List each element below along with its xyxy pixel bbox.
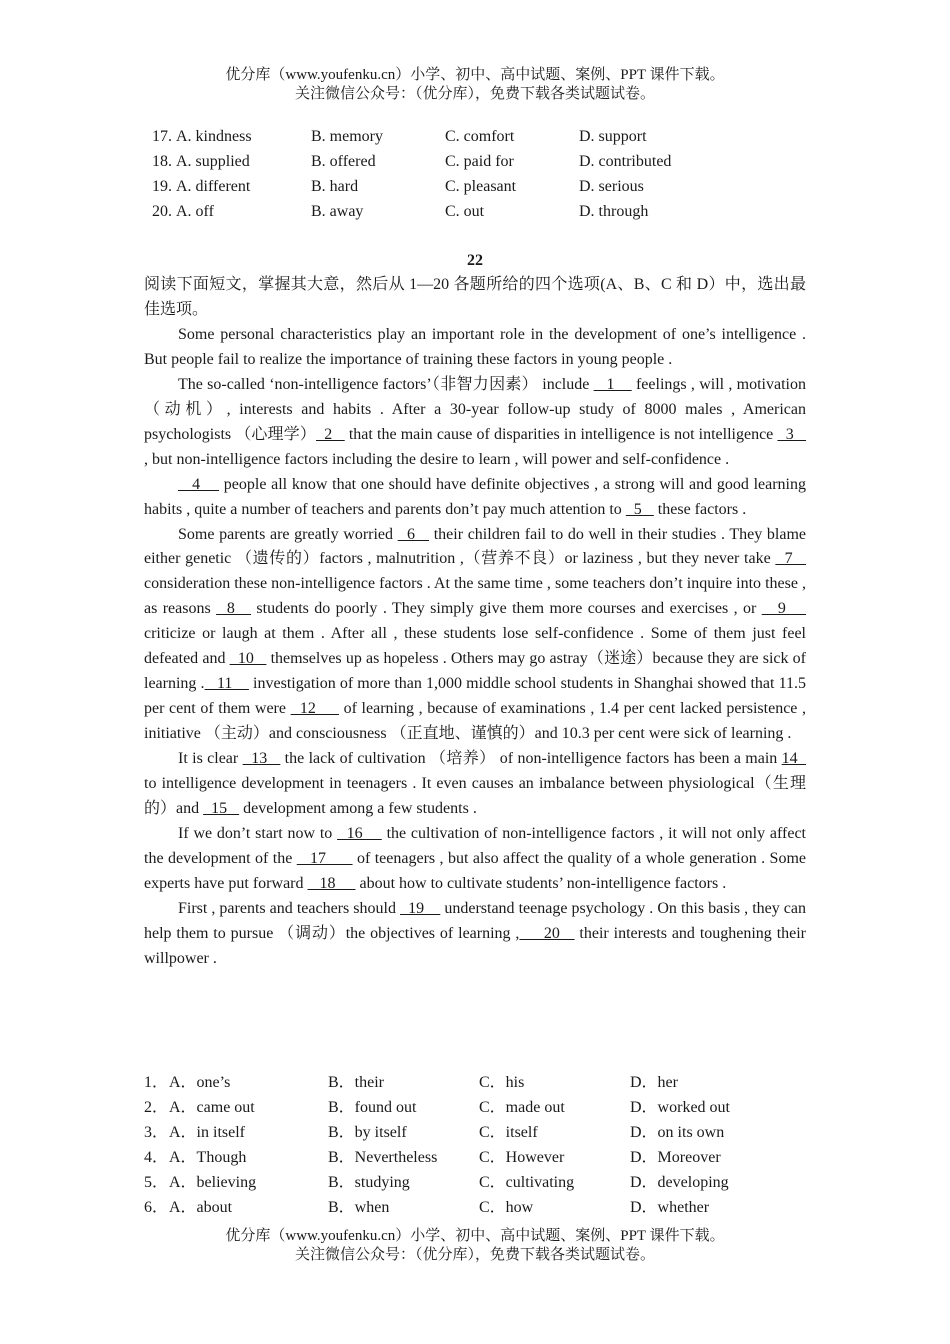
option-a: A．about <box>169 1199 233 1216</box>
option-d: D．worked out <box>630 1099 730 1116</box>
option-c: C．cultivating <box>479 1174 575 1191</box>
answer-blank: 3 <box>777 425 807 443</box>
text-segment: themselves up as hopeless . Others may go astray（迷途）because they are sick of learning . <box>144 650 807 693</box>
option-c: C. paid for <box>445 153 514 170</box>
page-header <box>0 66 950 104</box>
option-d: D．Moreover <box>630 1149 721 1166</box>
text-segment: people all know that one should have definite objectives , a strong will and good learning habits , quite a number of teachers and parents don’t pay much attention to <box>144 475 806 518</box>
text-segment: to intelligence development in teenagers . It even causes an imbalance between physiological（生理的）and <box>144 775 806 818</box>
answer-blank: 10 <box>229 650 267 668</box>
option-b: B．found out <box>328 1099 417 1116</box>
option-d: D. through <box>579 203 649 220</box>
option-b: B．their <box>328 1074 384 1091</box>
instruction: 阅读下面短文，掌握其大意，然后从 1—20 各题所给的四个选项(A、B、C 和 D）中，选出最佳选项。 <box>144 276 806 318</box>
option-d: D．whether <box>630 1199 710 1216</box>
paragraph-2 <box>144 373 806 473</box>
text-segment: of teenagers , but also affect the quality of a whole generation . Some experts have put forward <box>144 849 806 892</box>
option-a: A. off <box>176 203 214 220</box>
answer-blank: 19 <box>400 899 441 917</box>
answer-blank: 9 <box>761 600 807 618</box>
option-a: A. supplied <box>176 153 250 170</box>
text-segment: The so-called ‘non-intelligence factors’（非智力因素） include <box>178 375 594 393</box>
paragraph-7 <box>144 897 806 972</box>
text-segment: development among a few students . <box>239 800 477 818</box>
option-c: C．how <box>479 1199 534 1216</box>
answer-blank: 6 <box>397 525 430 543</box>
option-b: B．by itself <box>328 1124 407 1141</box>
answer-blank: 18 <box>307 874 356 892</box>
option-b: B．studying <box>328 1174 410 1191</box>
answer-blank: 17 <box>296 849 353 867</box>
option-a: A．in itself <box>169 1124 245 1141</box>
option-a: A. different <box>176 178 251 195</box>
section-number: 22 <box>467 252 483 269</box>
option-b: B. away <box>311 203 364 220</box>
option-c: C．However <box>479 1149 565 1166</box>
text-segment: about how to cultivate students’ non-intelligence factors . <box>355 874 727 892</box>
option-c: C．itself <box>479 1124 538 1141</box>
option-a: A. kindness <box>176 128 252 145</box>
option-d: D. serious <box>579 178 644 195</box>
text-segment: that the main cause of disparities in intelligence is not intelligence <box>344 425 778 443</box>
text-segment: consideration these non-intelligence factors . At the same time , some teachers don’t inquire into these , as reasons <box>144 575 806 618</box>
option-b: B. offered <box>311 153 376 170</box>
question-number: 18. <box>152 153 172 170</box>
question-number: 17. <box>152 128 172 145</box>
answer-blank: 5 <box>625 500 654 518</box>
footer-line-1: 优分库（www.youfenku.cn）小学、初中、高中试题、案例、PPT 课件下载。 <box>225 1228 725 1244</box>
answer-blank: 7 <box>775 550 806 568</box>
text-segment: criticize or laugh at them . After all , these students lose self-confidence . Some of them just feel defeated and <box>144 625 806 668</box>
answer-blank: 1 <box>593 375 632 393</box>
answer-blank: 13 <box>242 750 281 768</box>
header-line-1: 优分库（www.youfenku.cn）小学、初中、高中试题、案例、PPT 课件下载。 <box>225 67 725 83</box>
text-segment: If we don’t start now to <box>178 824 338 842</box>
option-d: D．developing <box>630 1174 729 1191</box>
answer-blank: 15 <box>203 800 240 818</box>
option-a: A．Though <box>169 1149 247 1166</box>
answer-blank: 11 <box>204 675 249 693</box>
paragraph-4 <box>144 523 806 748</box>
question-number: 20. <box>152 203 172 220</box>
answer-blank: 2 <box>315 425 345 443</box>
text-segment: the cultivation of non-intelligence factors , it will not only affect the development of the <box>144 824 807 867</box>
text-segment: investigation of more than 1,000 middle school students in Shanghai showed that 11.5 per cent of them were <box>144 675 807 718</box>
option-d: D. support <box>579 128 647 145</box>
text-segment: their interests and toughening their willpower . <box>144 924 807 967</box>
text-segment: , but non-intelligence factors including the desire to learn , will power and self-confidence . <box>144 450 730 468</box>
option-a: A．one’s <box>169 1074 231 1091</box>
option-b: B．Nevertheless <box>328 1149 438 1166</box>
text-segment: these factors . <box>653 500 747 518</box>
option-c: C. out <box>445 203 485 220</box>
text-segment: It is clear <box>178 750 243 768</box>
option-b: B．when <box>328 1199 390 1216</box>
answer-blank: 16 <box>337 824 382 842</box>
answer-blank: 12 <box>290 700 339 718</box>
option-a: A．believing <box>169 1174 257 1191</box>
answer-blank: 4 <box>178 475 220 493</box>
question-number: 2． <box>144 1099 169 1116</box>
option-a: A．came out <box>169 1099 255 1116</box>
header-line-2: 关注微信公众号：（优分库），免费下载各类试题试卷。 <box>294 86 655 102</box>
paragraph-6 <box>144 822 806 897</box>
page-footer <box>0 1227 950 1265</box>
text-segment: students do poorly . They simply give them more courses and exercises , or <box>251 600 762 618</box>
text-segment: First , parents and teachers should <box>178 899 401 917</box>
option-c: C. comfort <box>445 128 515 145</box>
option-d: D．her <box>630 1074 678 1091</box>
reading-passage <box>144 273 806 972</box>
paragraph-3 <box>144 473 806 523</box>
text-segment: Some parents are greatly worried <box>178 525 398 543</box>
question-number: 3． <box>144 1124 169 1141</box>
option-d: D. contributed <box>579 153 672 170</box>
question-number: 1． <box>144 1074 169 1091</box>
text-segment: understand teenage psychology . On this basis , they can help them to pursue （调动）the objectives of learning , <box>144 899 807 942</box>
paragraph-1: Some personal characteristics play an important role in the development of one’s intelligence . But people fail to realize the importance of training these factors in young people . <box>144 325 806 368</box>
answer-blank: 14 <box>781 750 807 768</box>
option-c: C. pleasant <box>445 178 517 195</box>
option-c: C．his <box>479 1074 525 1091</box>
question-number: 6． <box>144 1199 169 1216</box>
option-b: B. hard <box>311 178 359 195</box>
question-number: 19. <box>152 178 172 195</box>
text-segment: their children fail to do well in their studies . They blame either genetic （遗传的）factors , malnutrition ,（营养不良）or laziness , but they never take <box>144 525 807 568</box>
option-c: C．made out <box>479 1099 565 1116</box>
option-b: B. memory <box>311 128 383 145</box>
text-segment: the lack of cultivation （培养） of non-intelligence factors has been a main <box>280 750 782 768</box>
question-number: 4． <box>144 1149 169 1166</box>
text-segment: of learning , because of examinations , 1.4 per cent lacked persistence , initiative （主动）and consciousness （正直地、谨慎的）and 10.3 per cent were sick of learning . <box>144 700 807 743</box>
paragraph-5 <box>144 747 806 822</box>
option-d: D．on its own <box>630 1124 725 1141</box>
question-number: 5． <box>144 1174 169 1191</box>
answer-blank: 20 <box>519 924 575 942</box>
answer-blank: 8 <box>216 600 252 618</box>
footer-line-2: 关注微信公众号：（优分库），免费下载各类试题试卷。 <box>294 1247 655 1263</box>
text-segment: feelings , will , motivation （动机）, interests and habits . After a 30-year follow-up study of 8000 males , American psychologists （心理学） <box>144 375 806 443</box>
